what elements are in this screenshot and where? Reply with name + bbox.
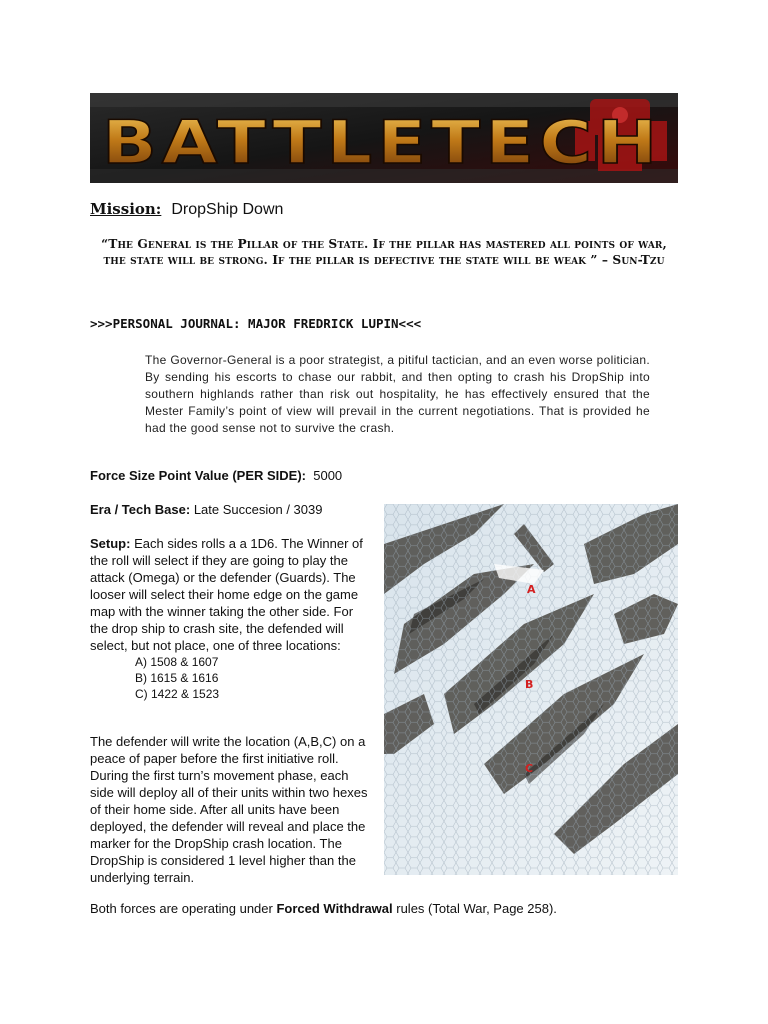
withdrawal-line [90,901,557,916]
era-label: Era / Tech Base: [90,502,191,517]
banner-title: BATTLETECH [102,108,662,178]
era-field [90,502,322,517]
banner-graphic [90,93,678,183]
force-size-field [90,468,342,483]
force-size-label: Force Size Point Value (PER SIDE): [90,468,306,483]
location-list [90,654,372,702]
defender-paragraph: The defender will write the location (A,B,C) on a peace of paper before the first initiative roll. During the first turn’s movement phase, each side will deploy all of their units within two hexes of their home side. After all units have been deployed, the defender will reveal and place the marker for the DropShip crash location. The DropShip is considered 1 level higher than the underlying terrain. [90,734,368,885]
location-item: C) 1422 & 1523 [135,687,220,701]
map-graphic [384,504,678,875]
mission-name: DropShip Down [171,201,284,218]
location-item: B) 1615 & 1616 [135,671,219,685]
withdrawal-after: rules (Total War, Page 258). [392,901,557,916]
journal-body: The Governor-General is a poor strategist, a pitiful tactician, and an even worse politician. By sending his escorts to chase our rabbit, and then opting to crash his DropShip into southern highlands rather than risk out hospitality, he has effectively ensured that the Mester Family’s point of view will prevail in the current negotiations. That is provided he had the good sense not to survive the crash. [145,353,650,435]
era-value: Late Succesion / 3039 [193,502,323,517]
setup-section [90,535,372,702]
journal-title: >>>PERSONAL JOURNAL: MAJOR FREDRICK LUPIN<<< [90,316,422,331]
battletech-banner [90,93,678,183]
withdrawal-before: Both forces are operating under [90,901,277,916]
map-marker-c: C [525,762,534,775]
mission-line [90,200,283,219]
force-size-value: 5000 [313,468,343,483]
sun-tzu-quote: “The General is the Pillar of the State. If the pillar has mastered all points of war, the state will be strong. If the pillar is defective the state will be weak ” – Sun-Tzu [101,237,667,267]
location-item: A) 1508 & 1607 [135,655,219,669]
terrain-map [384,504,678,875]
mission-label: Mission: [90,200,162,218]
setup-text: Each sides rolls a a 1D6. The Winner of the roll will select if they are going to play the attack (Omega) or the defender (Guards). The looser will select their home edge on the game map with the winner taking the other side. For the drop ship to crash site, the defended will select, but not place, one of three locations: [90,536,363,653]
withdrawal-bold: Forced Withdrawal [276,901,393,916]
setup-label: Setup: [90,536,131,551]
map-marker-b: B [525,678,534,691]
map-marker-a: A [527,583,536,596]
